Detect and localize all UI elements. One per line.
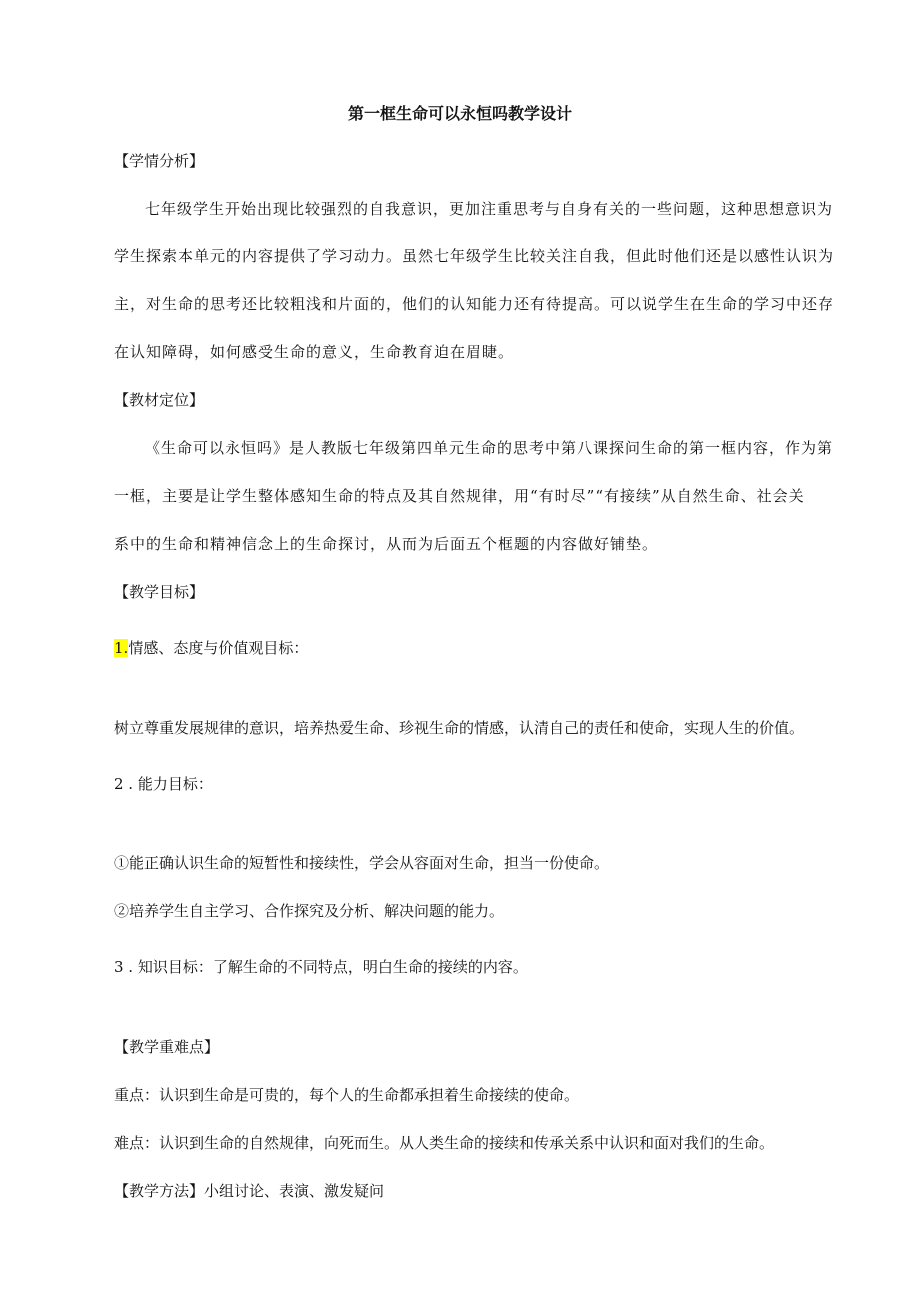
goal-3-text: 3 . 知识目标：了解生命的不同特点，明白生命的接续的内容。 [114,958,528,976]
paragraph-line: 在认知障碍，如何感受生命的意义，生命教育迫在眉睫。 [114,343,515,361]
goal-1-number: 1. [114,639,129,657]
paragraph-line: 学生探索本单元的内容提供了学习动力。虽然七年级学生比较关注自我，但此时他们还是以感性认识为 [114,247,835,265]
goal-1-label: 情感、态度与价值观目标： [128,639,309,657]
paragraph-line: 《生命可以永恒吗》是人教版七年级第四单元生命的思考中第八课探问生命的第一框内容，作为第 [145,439,834,457]
paragraph-line: 七年级学生开始出现比较强烈的自我意识，更加注重思考与自身有关的一些问题，这种思想意识为 [145,200,834,218]
paragraph-line: 一框，主要是让学生整体感知生命的特点及其自然规律，用“有时尽”“有接续”从自然生命、社会关 [114,487,805,505]
heading-jiaocai: 【教材定位】 [114,391,205,409]
heading-zhongnandian: 【教学重难点】 [114,1038,220,1056]
key-point-text: 重点：认识到生命是可贵的，每个人的生命都承担着生命接续的使命。 [114,1086,580,1104]
goal-1-text: 树立尊重发展规律的意识，培养热爱生命、珍视生命的情感，认清自己的责任和使命，实现人生的价值。 [114,719,805,737]
paragraph-line: 系中的生命和精神信念上的生命探讨，从而为后面五个框题的内容做好铺垫。 [114,535,659,553]
goal-2-item: ①能正确认识生命的短暂性和接续性，学会从容面对生命，担当一份使命。 [114,854,610,872]
heading-xueqing: 【学情分析】 [114,152,205,170]
goal-1-line [114,638,308,658]
goal-2-item: ②培养学生自主学习、合作探究及分析、解决问题的能力。 [114,902,505,920]
difficulty-text: 难点：认识到生命的自然规律，向死而生。从人类生命的接续和传承关系中认识和面对我们的生命。 [114,1134,775,1152]
goal-2-label: 2 . 能力目标： [114,775,213,793]
paragraph-line: 主，对生命的思考还比较粗浅和片面的，他们的认知能力还有待提高。可以说学生在生命的学习中还存 [114,295,835,313]
heading-mubiao: 【教学目标】 [114,583,205,601]
document-title: 第一框生命可以永恒吗教学设计 [347,104,572,123]
teaching-method-text: 【教学方法】小组讨论、表演、激发疑问 [114,1182,385,1200]
